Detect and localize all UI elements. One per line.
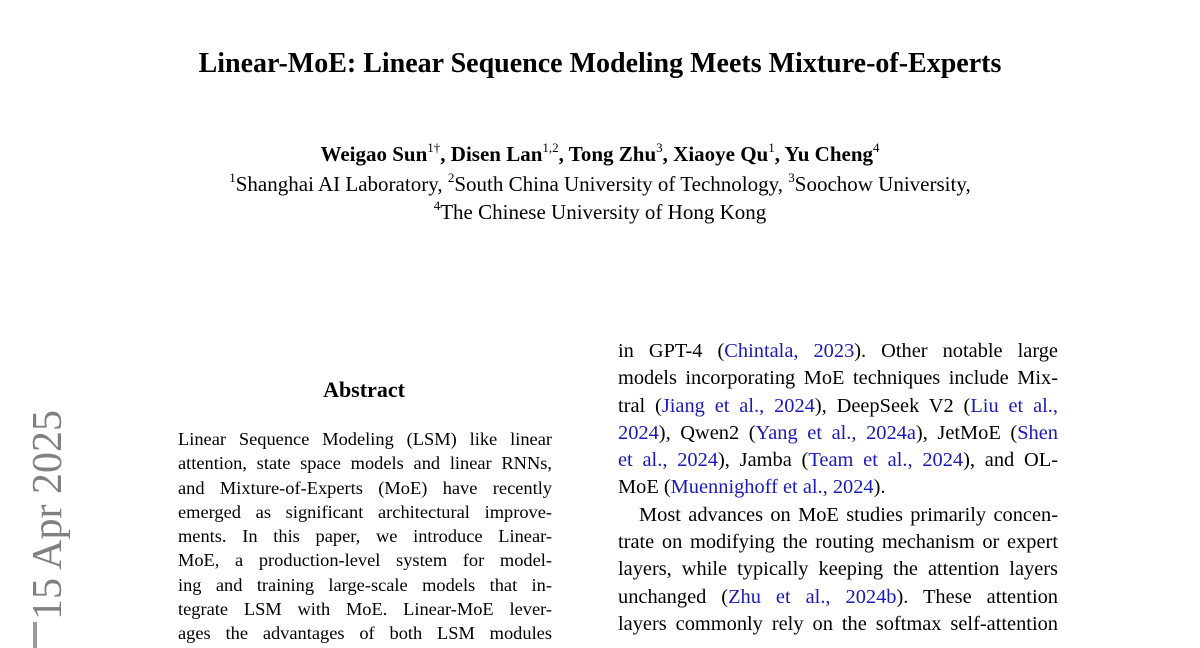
author-name: Weigao Sun xyxy=(320,142,428,166)
citation-link[interactable]: Chintala, 2023 xyxy=(724,340,855,362)
body-text: tral ( xyxy=(618,394,662,417)
abstract-line: and Mixture-of-Experts (MoE) have recently xyxy=(178,477,552,498)
affiliation-mark: 1 xyxy=(229,170,236,185)
author xyxy=(321,142,441,166)
abstract-line: attention, state space models and linear RNNs, xyxy=(178,453,552,474)
author-separator: , xyxy=(440,142,451,166)
body-text: in GPT-4 ( xyxy=(618,340,725,362)
body-line xyxy=(618,584,1058,611)
author xyxy=(784,142,879,166)
body-text: ), DeepSeek V2 ( xyxy=(814,394,971,417)
author-name: Yu Cheng xyxy=(784,142,873,166)
body-text: ), Qwen2 ( xyxy=(658,421,756,444)
body-text: ), JetMoE ( xyxy=(915,421,1018,444)
body-text: layers, while typically keeping the attention layers xyxy=(618,558,1058,581)
author-affiliation-mark: 1† xyxy=(427,140,441,155)
citation-link[interactable]: et al., 2024 xyxy=(618,449,718,472)
author-separator: , xyxy=(774,142,785,166)
body-line xyxy=(618,502,1058,529)
citation-link[interactable]: Liu et al., xyxy=(970,394,1058,417)
paper-title: Linear-MoE: Linear Sequence Modeling Meets Mixture-of-Experts xyxy=(198,48,1002,79)
body-line xyxy=(618,447,1058,474)
abstract-line: ing and training large-scale models that in- xyxy=(178,574,552,595)
affiliation-name: South China University of Technology, xyxy=(454,172,789,196)
arxiv-date-stamp xyxy=(24,410,72,648)
body-text: models incorporating MoE techniques include Mix- xyxy=(618,367,1058,390)
body-text: Most advances on MoE studies primarily concen- xyxy=(639,503,1058,526)
citation-link[interactable]: Zhu et al., 2024b xyxy=(728,585,897,608)
citation-link[interactable]: Yang et al., 2024a xyxy=(755,421,916,444)
abstract-line: ages the advantages of both LSM modules xyxy=(178,623,552,644)
author-list xyxy=(0,140,1200,168)
author-affiliation-mark: 1,2 xyxy=(542,140,559,155)
body-line xyxy=(618,474,1058,501)
body-line xyxy=(618,365,1058,392)
affiliation-name: Soochow University, xyxy=(794,172,971,196)
body-line xyxy=(618,611,1058,638)
citation-link[interactable]: 2024 xyxy=(618,421,659,444)
body-text: layers commonly rely on the softmax self-attention xyxy=(618,612,1058,635)
author-affiliation-mark: 3 xyxy=(656,140,663,155)
abstract-line: ments. In this paper, we introduce Linear- xyxy=(178,526,552,547)
body-text: ). Other notable large xyxy=(854,340,1058,362)
affiliations-line-2 xyxy=(0,198,1200,226)
body-text: ), Jamba ( xyxy=(718,449,809,472)
author-affiliation-mark: 1 xyxy=(768,140,775,155)
author-name: Tong Zhu xyxy=(568,142,657,166)
citation-link[interactable]: Team et al., 2024 xyxy=(808,449,964,472)
citation-link[interactable]: Jiang et al., 2024 xyxy=(661,394,815,417)
body-text: ), and OL- xyxy=(963,449,1059,472)
affiliation-mark: 4 xyxy=(433,198,441,213)
body-right-column xyxy=(618,338,1058,638)
affiliation-name: The Chinese University of Hong Kong xyxy=(440,200,767,224)
arxiv-stamp-bar xyxy=(33,622,37,648)
body-text: MoE ( xyxy=(618,476,671,499)
body-line xyxy=(618,529,1058,556)
body-text: unchanged ( xyxy=(618,585,729,608)
body-line xyxy=(618,420,1058,447)
abstract-line: tegrate LSM with MoE. Linear-MoE lever- xyxy=(178,599,552,620)
author-separator: , xyxy=(558,142,569,166)
arxiv-date-text: 15 Apr 2025 xyxy=(25,410,71,620)
author xyxy=(673,142,775,166)
citation-link[interactable]: Shen xyxy=(1017,421,1058,444)
body-text: ). These attention xyxy=(896,585,1058,608)
abstract-line: MoE, a production-level system for model- xyxy=(178,550,552,571)
affiliation-mark: 3 xyxy=(788,170,795,185)
author xyxy=(569,142,663,166)
author-separator: , xyxy=(662,142,674,166)
body-text: trate on modifying the routing mechanism or expert xyxy=(618,531,1058,554)
author xyxy=(451,142,559,166)
body-line xyxy=(618,338,1058,365)
body-line xyxy=(618,393,1058,420)
affiliation-name: Shanghai AI Laboratory, xyxy=(235,172,448,196)
affiliation-mark: 2 xyxy=(447,170,455,185)
body-line xyxy=(618,556,1058,583)
abstract-body xyxy=(178,427,552,646)
citation-link[interactable]: Muennighoff et al., 2024 xyxy=(670,476,874,499)
abstract-line: emerged as significant architectural improve- xyxy=(178,501,552,522)
abstract-heading: Abstract xyxy=(323,377,405,402)
body-text: ). xyxy=(873,476,886,499)
author-name: Disen Lan xyxy=(450,142,543,166)
affiliations-line-1 xyxy=(0,170,1200,198)
author-name: Xiaoye Qu xyxy=(673,142,769,166)
abstract-line: Linear Sequence Modeling (LSM) like linear xyxy=(178,429,552,449)
author-affiliation-mark: 4 xyxy=(873,140,880,155)
